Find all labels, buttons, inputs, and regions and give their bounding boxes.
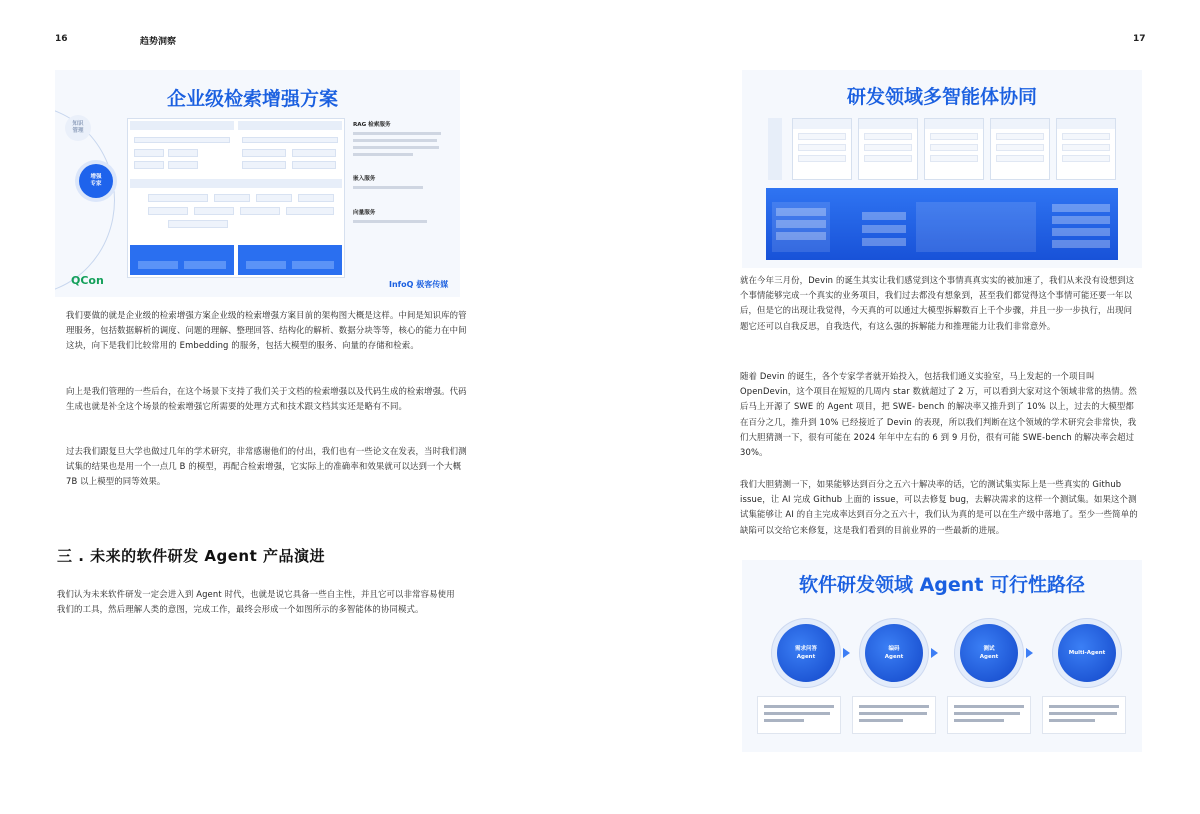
grid-chip: [134, 149, 164, 157]
roadmap-card: [852, 696, 936, 734]
roadmap-card: [947, 696, 1031, 734]
grid-chip: [168, 149, 198, 157]
grid-chip: [292, 161, 336, 169]
orb-testing-agent: 测试 Agent: [960, 624, 1018, 682]
grid-chip: [134, 137, 230, 143]
arrow-right-icon: [843, 648, 850, 658]
grid-chip: [168, 161, 198, 169]
left-section-name: 趋势洞察: [140, 37, 177, 47]
right-page-number: 17: [1133, 34, 1146, 44]
grid-chip: [256, 194, 292, 202]
section-heading: 三 . 未来的软件研发 Agent 产品演进: [57, 547, 325, 565]
vector-service-block: [238, 245, 342, 275]
grid-chip: [148, 194, 208, 202]
agent-column: [792, 118, 852, 180]
grid-chip: [242, 137, 338, 143]
grid-chip: [134, 161, 164, 169]
grid-chip: [214, 194, 250, 202]
side-heading-embedding: 嵌入服务: [353, 176, 376, 182]
grid-chip: [286, 207, 334, 215]
roadmap-figure-title: 软件研发领域 Agent 可行性路径: [798, 574, 1086, 596]
side-text-line: [353, 186, 423, 189]
grid-head-3: [130, 179, 342, 188]
agent-column: [1056, 118, 1116, 180]
left-paragraph-2: 向上是我们管理的一些后台，在这个场景下支持了我们关于文档的检索增强以及代码生成的检索增强。代码生成也就是补全这个场景的检索增强它所需要的处理方式和技术跟文档其实还是略有不同。: [66, 386, 467, 412]
right-paragraph-3: 我们大胆猜测一下，如果能够达到百分之五六十解决率的话，它的测试集实际上是一些真实的 Github issue，让 AI 完成 Github 上面的 issue，可以去修复 bug，去解决需求的这样一个测试集。如果这个测试集能够让 AI 的自主完成率达到百分之五六十，我们认为真的是可以在生产级中落地了。至少一些简单的缺陷可以交给它来修复，这是我们看到的目前业界的一些最新的进展。: [740, 479, 1138, 535]
rag-figure-title: 企业级检索增强方案: [166, 88, 338, 110]
roadmap-card: [757, 696, 841, 734]
orb-multi-agent: Multi-Agent: [1058, 624, 1116, 682]
multi-agent-figure-title: 研发领域多智能体协同: [846, 86, 1037, 108]
user-requirement-box: [768, 118, 782, 180]
grid-chip: [298, 194, 334, 202]
grid-chip: [194, 207, 234, 215]
grid-chip: [292, 261, 334, 269]
grid-chip: [242, 149, 286, 157]
grid-head-1: [130, 121, 234, 130]
grid-chip: [292, 149, 336, 157]
rag-architecture-figure: [55, 70, 460, 297]
infoq-logo: InfoQ 极客传媒: [389, 280, 449, 289]
right-page: [600, 0, 1200, 814]
rag-grid-diagram: [127, 118, 345, 278]
side-heading-vector: 向量服务: [353, 210, 376, 216]
side-text-line: [353, 153, 413, 156]
side-heading-rag: RAG 检索服务: [353, 122, 391, 128]
bubble-knowledge: 知识 管理: [65, 115, 91, 141]
left-paragraph-3: 过去我们跟复旦大学也做过几年的学术研究，非常感谢他们的付出，我们也有一些论文在发表，当时我们测试集的结果也是用一个一点几 B 的模型，再配合检索增强，它实际上的准确率和效果就可以达到一个大概 7B 以上模型的同等效果。: [66, 446, 467, 487]
qcon-logo: QCon: [71, 274, 104, 287]
grid-chip: [168, 220, 228, 228]
agent-column: [924, 118, 984, 180]
grid-chip: [148, 207, 188, 215]
bubble-expert: 增强 专家: [79, 164, 113, 198]
agent-column: [858, 118, 918, 180]
left-page-number: 16: [55, 34, 68, 44]
grid-chip: [240, 207, 280, 215]
section-paragraph: 我们认为未来软件研发一定会进入到 Agent 时代，也就是说它具备一些自主性，并且它可以非常容易使用我们的工具，然后理解人类的意图，完成工作，最终会形成一个如图所示的多智能体的协同模式。: [57, 589, 455, 615]
multi-agent-figure: [742, 70, 1142, 268]
embedding-service-block: [130, 245, 234, 275]
right-paragraph-1: 就在今年三月份，Devin 的诞生其实让我们感觉到这个事情真真实实的被加速了，我们从来没有设想到这个事情能够完成一个真实的业务项目，我们过去都没有想象到，甚至我们都觉得这个事情可能还要一年以后，但是它的出现让我觉得，今天真的可以通过大模型拆解数百上千个步骤，并且一步一步执行，出现问题它还可以自我反思，自我迭代，有这么强的拆解能力和推理能力让我们非常意外。: [740, 275, 1135, 331]
side-text-line: [353, 132, 441, 135]
grid-chip: [246, 261, 286, 269]
side-text-line: [353, 146, 439, 149]
side-text-line: [353, 139, 437, 142]
roadmap-card: [1042, 696, 1126, 734]
left-paragraph-1: 我们要做的就是企业级的检索增强方案企业级的检索增强方案目前的架构图大概是这样。中间是知识库的管理服务，包括数据解析的调度、问题的理解、整理回答、结构化的解析、数据分块等等，核心的能力在中间这块，向下是我们比较常用的 Embedding 的服务，包括大模型的服务、向量的存储和检索。: [66, 310, 467, 351]
agent-column: [990, 118, 1050, 180]
grid-chip: [184, 261, 226, 269]
side-text-line: [353, 220, 427, 223]
agent-roadmap-figure: [742, 560, 1142, 752]
grid-head-2: [238, 121, 342, 130]
runtime-platform-block: [766, 188, 1118, 260]
grid-chip: [242, 161, 286, 169]
grid-chip: [138, 261, 178, 269]
arrow-right-icon: [1026, 648, 1033, 658]
orb-coding-agent: 编码 Agent: [865, 624, 923, 682]
orb-requirement-agent: 需求问答 Agent: [777, 624, 835, 682]
arrow-right-icon: [931, 648, 938, 658]
right-paragraph-2: 随着 Devin 的诞生，各个专家学者就开始投入，包括我们通义实验室，马上发起的一个项目叫 OpenDevin，这个项目在短短的几周内 star 数就超过了 2 万，可以看到大家对这个领域非常的热情。然后马上开源了 SWE 的 Agent 项目，把 SWE- bench 的解决率又推升到了 10% 以上，过去的大模型都在百分之几，推升到 10% 已经接近了 Devin 的表现，所以我们判断在这个领域的学术研究会非常快，我们大胆猜测一下，很有可能在 2024 年年中左右的 6 到 9 月份，很有可能 SWE-bench 的解决率会超过 30%。: [740, 371, 1137, 458]
